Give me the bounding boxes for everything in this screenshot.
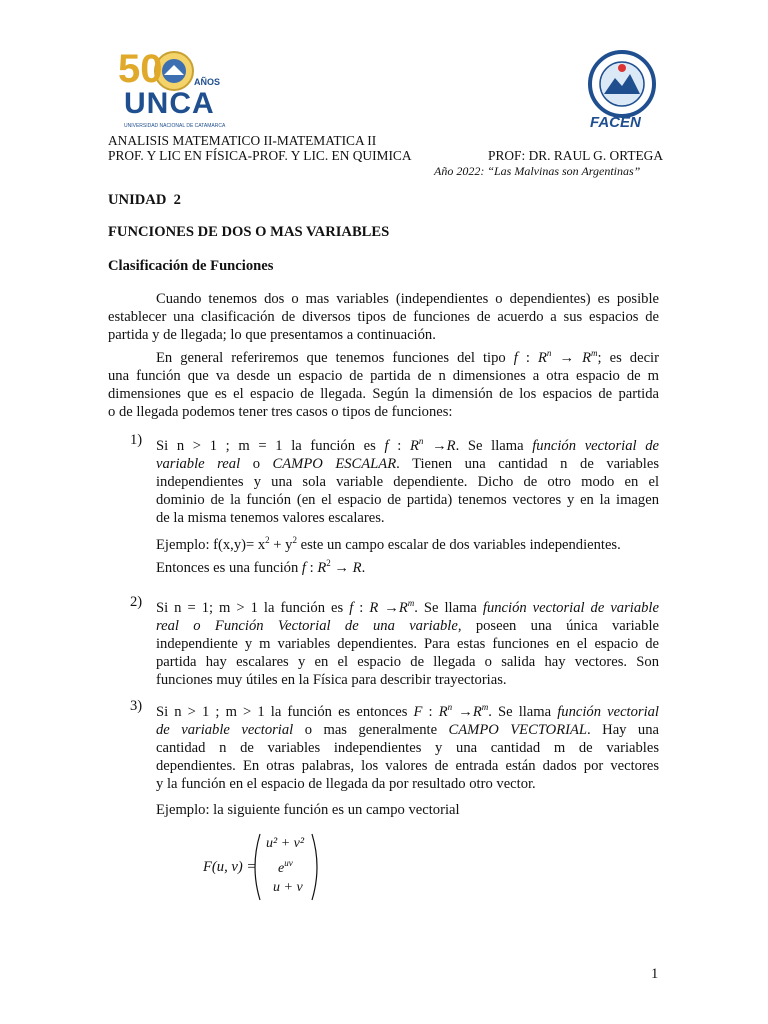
definition-line: una función que va desde un espacio de partida de n dimensiones a otra espacio de m [108, 368, 659, 384]
item-1-number: 1) [130, 432, 143, 448]
section-heading: Clasificación de Funciones [108, 258, 274, 274]
item-3-line: y la función en el espacio de llegada da por resultado otro vector. [156, 776, 536, 792]
item-2-line: real o Función Vectorial de una variable, poseen una única variable [156, 618, 659, 634]
item-2-line: funciones muy útiles en la Física para describir trayectorias. [156, 672, 507, 688]
professor-line: PROF: DR. RAUL G. ORTEGA [488, 148, 664, 163]
example-1-line: Ejemplo: $f(x,y)= x^2 + y^2$ este un campo escalar de dos variables independientes. [156, 535, 621, 553]
definition-line: o de llegada podemos tener tres casos o tipos de funciones: [108, 404, 453, 420]
unca-logo-anos: AÑOS [194, 77, 221, 87]
item-3-line: dependientes. En otras palabras, los valores de entrada están dados por vectores [156, 758, 659, 774]
facen-seal-graphic [582, 50, 662, 120]
item-2-line: partida hay escalares y en el espacio de llegada o salida hay vectores. Son [156, 654, 659, 670]
definition-line: dimensiones que es el espacio de llegada. Según la dimensión de los espacios de partida [108, 386, 659, 402]
course-line: ANALISIS MATEMATICO II-MATEMATICA II [108, 133, 377, 148]
item-3-line: Si n > 1 ; m > 1 la función es entonces F : $R^n \to R^m$. Se llama función vectorial [156, 702, 659, 720]
matrix-left-paren [248, 832, 262, 902]
item-3-number: 3) [130, 698, 143, 714]
intro-paragraph [108, 290, 659, 344]
matrix-row-1: u² + v² [266, 836, 305, 851]
facen-logo [582, 50, 662, 130]
matrix-row-3: u + v [273, 880, 303, 895]
unca-logo-subtitle: UNIVERSIDAD NACIONAL DE CATAMARCA [124, 123, 226, 129]
item-3-line: de variable vectorial o mas generalmente CAMPO VECTORIAL. Hay una [156, 722, 660, 738]
item-1-example [156, 536, 659, 577]
definition-paragraph [108, 344, 659, 421]
page-number: 1 [651, 966, 659, 982]
example-1-line: Entonces es una función f : $R^2 \to R$. [156, 558, 366, 576]
intro-line: Cuando tenemos dos o mas variables (independientes o dependientes) es posible [156, 291, 659, 307]
unit-heading: UNIDAD 2 [108, 192, 181, 208]
item-1-line: dominio de la función (en el espacio de partida) tenemos vectores y en la imagen [156, 492, 659, 508]
unca-logo [118, 45, 228, 135]
item-3-line: cantidad n de variables independientes y una cantidad m de variables [156, 740, 659, 756]
definition-first-line: En general referiremos que tenemos funciones del tipo f : $R^n \to R^m$; es decir [156, 348, 659, 366]
item-2-line: independiente y m variables dependientes. Para estas funciones en el espacio de [156, 636, 659, 652]
intro-line: partida y de llegada; lo que presentamos a continuación. [108, 327, 436, 343]
matrix-lhs: F(u, v) = [203, 859, 257, 875]
item-1-line: variable real o CAMPO ESCALAR. Tienen una cantidad n de variables [156, 456, 660, 472]
item-2-line: Si n = 1; m > 1 la función es f : $R \to R^m$. Se llama función vectorial de variable [156, 598, 659, 616]
matrix-right-paren [310, 832, 324, 902]
intro-line: establecer una clasificación de diversos tipos de funciones de acuerdo a sus espacios de [108, 309, 659, 325]
unca-logo-number: 50 [118, 47, 163, 91]
item-1-paragraph [156, 432, 659, 527]
item-1-line: de la misma tenemos valores escalares. [156, 510, 385, 526]
year-motto: Año 2022: “Las Malvinas son Argentinas” [434, 164, 641, 178]
item-1-line: independientes y una sola variable dependiente. Dicho de otro modo en el [156, 474, 659, 490]
matrix-row-2: $e^{uv}$ [278, 858, 293, 876]
item-2-number: 2) [130, 594, 143, 610]
careers-line: PROF. Y LIC EN FÍSICA-PROF. Y LIC. EN QUIMICA [108, 148, 412, 163]
item-3-example: Ejemplo: la siguiente función es un campo vectorial [156, 802, 460, 818]
unca-logo-name: UNCA [124, 87, 215, 120]
item-2-paragraph [156, 594, 659, 689]
item-1-line: Si n > 1 ; m = 1 la función es f : $R^n \to R$. Se llama función vectorial de [156, 436, 659, 454]
facen-logo-name: FACEN [590, 114, 641, 131]
item-3-paragraph [156, 698, 659, 793]
page-title: FUNCIONES DE DOS O MAS VARIABLES [108, 224, 390, 240]
